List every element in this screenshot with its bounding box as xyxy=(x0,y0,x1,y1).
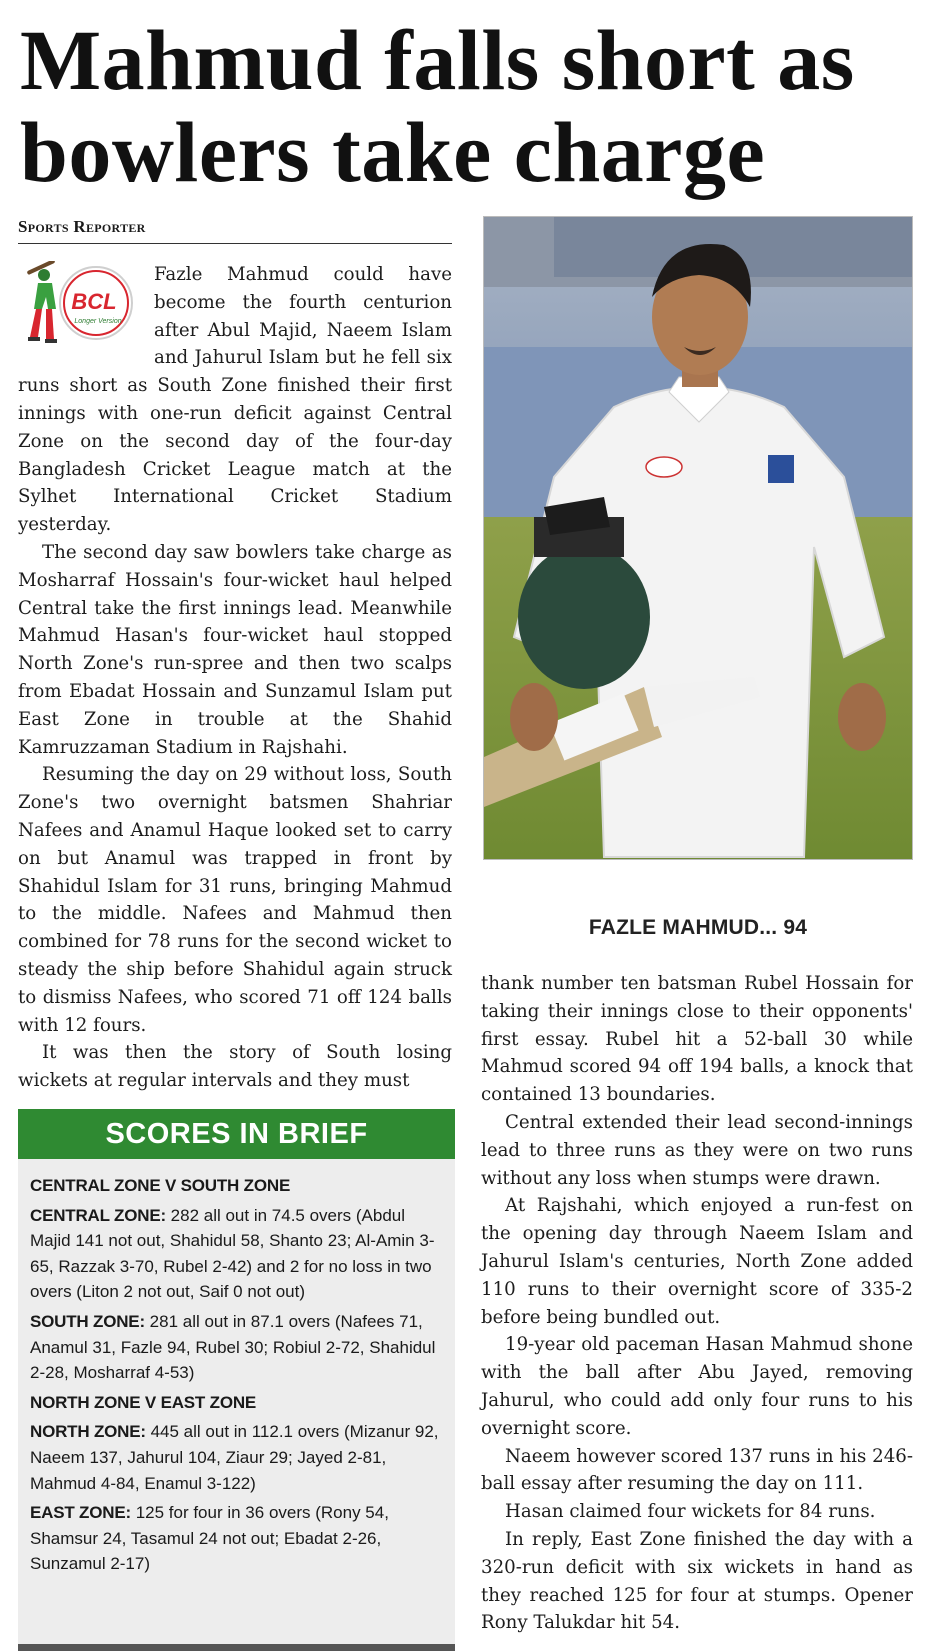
logo-subtext: Longer Version xyxy=(74,318,122,325)
right-paragraph: thank number ten batsman Rubel Hossain for taking their innings close to their opponents' first essay. Rubel hit a 52-ball 30 while Mahmud scored 94 off 194 balls, a knock that contained 13 boundaries. xyxy=(481,973,913,1106)
team-score: 125 for four in 36 overs (Rony 54, Shamsur 24, Tasamul 24 not out; Ebadat 2-26, Sunzamul 2-17) xyxy=(30,1503,389,1574)
right-paragraph: In reply, East Zone finished the day with a 320-run deficit with six wickets in hand as they reached 125 for four at stumps. Opener Rony Talukdar hit 54. xyxy=(481,1528,913,1634)
logo-text: BCL xyxy=(71,289,117,314)
right-paragraph: At Rajshahi, which enjoyed a run-fest on the opening day through Naeem Islam and Jahurul Islam's centuries, North Zone added 110 runs to their overnight score of 335-2 before being bundled out. xyxy=(481,1195,913,1328)
team-score: 445 all out in 112.1 overs (Mizanur 92, Naeem 137, Jahurul 104, Ziaur 29; Jayed 2-81, Mahmud 4-84, Enamul 3-122) xyxy=(30,1422,439,1493)
left-paragraph: Fazle Mahmud could have become the fourth centurion after Abul Majid, Naeem Islam and Jahurul Islam but he fell six runs short as South Zone finished their first innings with one-run deficit against Central Zone on the second day of the four-day Bangladesh Cricket League match at the Sylhet International Cricket Stadium yesterday. xyxy=(18,264,452,536)
headline: Mahmud falls short as bowlers take charge xyxy=(20,12,855,200)
right-paragraph: Hasan claimed four wickets for 84 runs. xyxy=(505,1501,876,1523)
match-title: CENTRAL ZONE V SOUTH ZONE xyxy=(30,1176,291,1195)
scores-body xyxy=(18,1159,455,1577)
byline: Sports Reporter xyxy=(18,217,452,244)
score-entry xyxy=(30,1419,443,1496)
article-right-column xyxy=(481,970,913,1637)
scores-bottom-bar xyxy=(18,1644,455,1651)
team-name: SOUTH ZONE: xyxy=(30,1311,145,1331)
score-entry xyxy=(30,1500,443,1577)
team-name: CENTRAL ZONE: xyxy=(30,1205,166,1225)
score-entry xyxy=(30,1203,443,1305)
bcl-logo-graphic xyxy=(18,261,140,349)
team-score: 281 all out in 87.1 overs (Nafees 71, Anamul 31, Fazle 94, Rubel 30; Robiul 2-72, Shahidul 2-28, Mosharraf 4-53) xyxy=(30,1311,436,1383)
article-left-column xyxy=(18,261,452,1095)
left-paragraph: The second day saw bowlers take charge as Mosharraf Hossain's four-wicket haul helped Central take the first innings lead. Meanwhile Mahmud Hasan's four-wicket haul stopped North Zone's run-spree and then two scalps from Ebadat Hossain and Sunzamul Islam put East Zone in trouble at the Shahid Kamruzzaman Stadium in Rajshahi. xyxy=(18,541,452,758)
score-entry xyxy=(30,1309,443,1386)
left-paragraph: Resuming the day on 29 without loss, South Zone's two overnight batsmen Shahriar Nafees and Anamul Haque looked set to carry on but Anamul was trapped in front by Shahidul Islam for 31 runs, bringing Mahmud to the middle. Nafees and Mahmud then combined for 78 runs for the second wicket to steady the ship before Shahidul again struck to dismiss Nafees, who scored 71 off 124 balls with 12 fours. xyxy=(18,764,452,1036)
team-name: EAST ZONE: xyxy=(30,1503,131,1523)
team-name: NORTH ZONE: xyxy=(30,1422,146,1442)
bcl-logo xyxy=(18,261,140,349)
photo-caption: FAZLE MAHMUD... 94 xyxy=(588,916,808,939)
scores-in-brief-box xyxy=(18,1109,455,1651)
scores-title: SCORES IN BRIEF xyxy=(18,1109,455,1159)
right-paragraph: 19-year old paceman Hasan Mahmud shone with the ball after Abu Jayed, removing Jahurul, who could add only four runs to his overnight score. xyxy=(481,1334,913,1439)
player-photo-illustration xyxy=(484,217,913,860)
player-photo xyxy=(483,216,913,860)
right-paragraph: Naeem however scored 137 runs in his 246-ball essay after resuming the day on 111. xyxy=(481,1445,913,1495)
match-title: NORTH ZONE V EAST ZONE xyxy=(30,1392,257,1412)
right-paragraph: Central extended their lead second-innings lead to three runs as they were on two runs without any loss when stumps were drawn. xyxy=(481,1111,913,1189)
left-paragraph: It was then the story of South losing wickets at regular intervals and they must xyxy=(18,1042,452,1092)
team-score: 282 all out in 74.5 overs (Abdul Majid 141 not out, Shahidul 58, Shanto 23; Al-Amin 3-65, Razzak 3-70, Rubel 2-42) and 2 for no loss in two overs (Liton 2 not out, Saif 0 not out) xyxy=(30,1205,435,1302)
